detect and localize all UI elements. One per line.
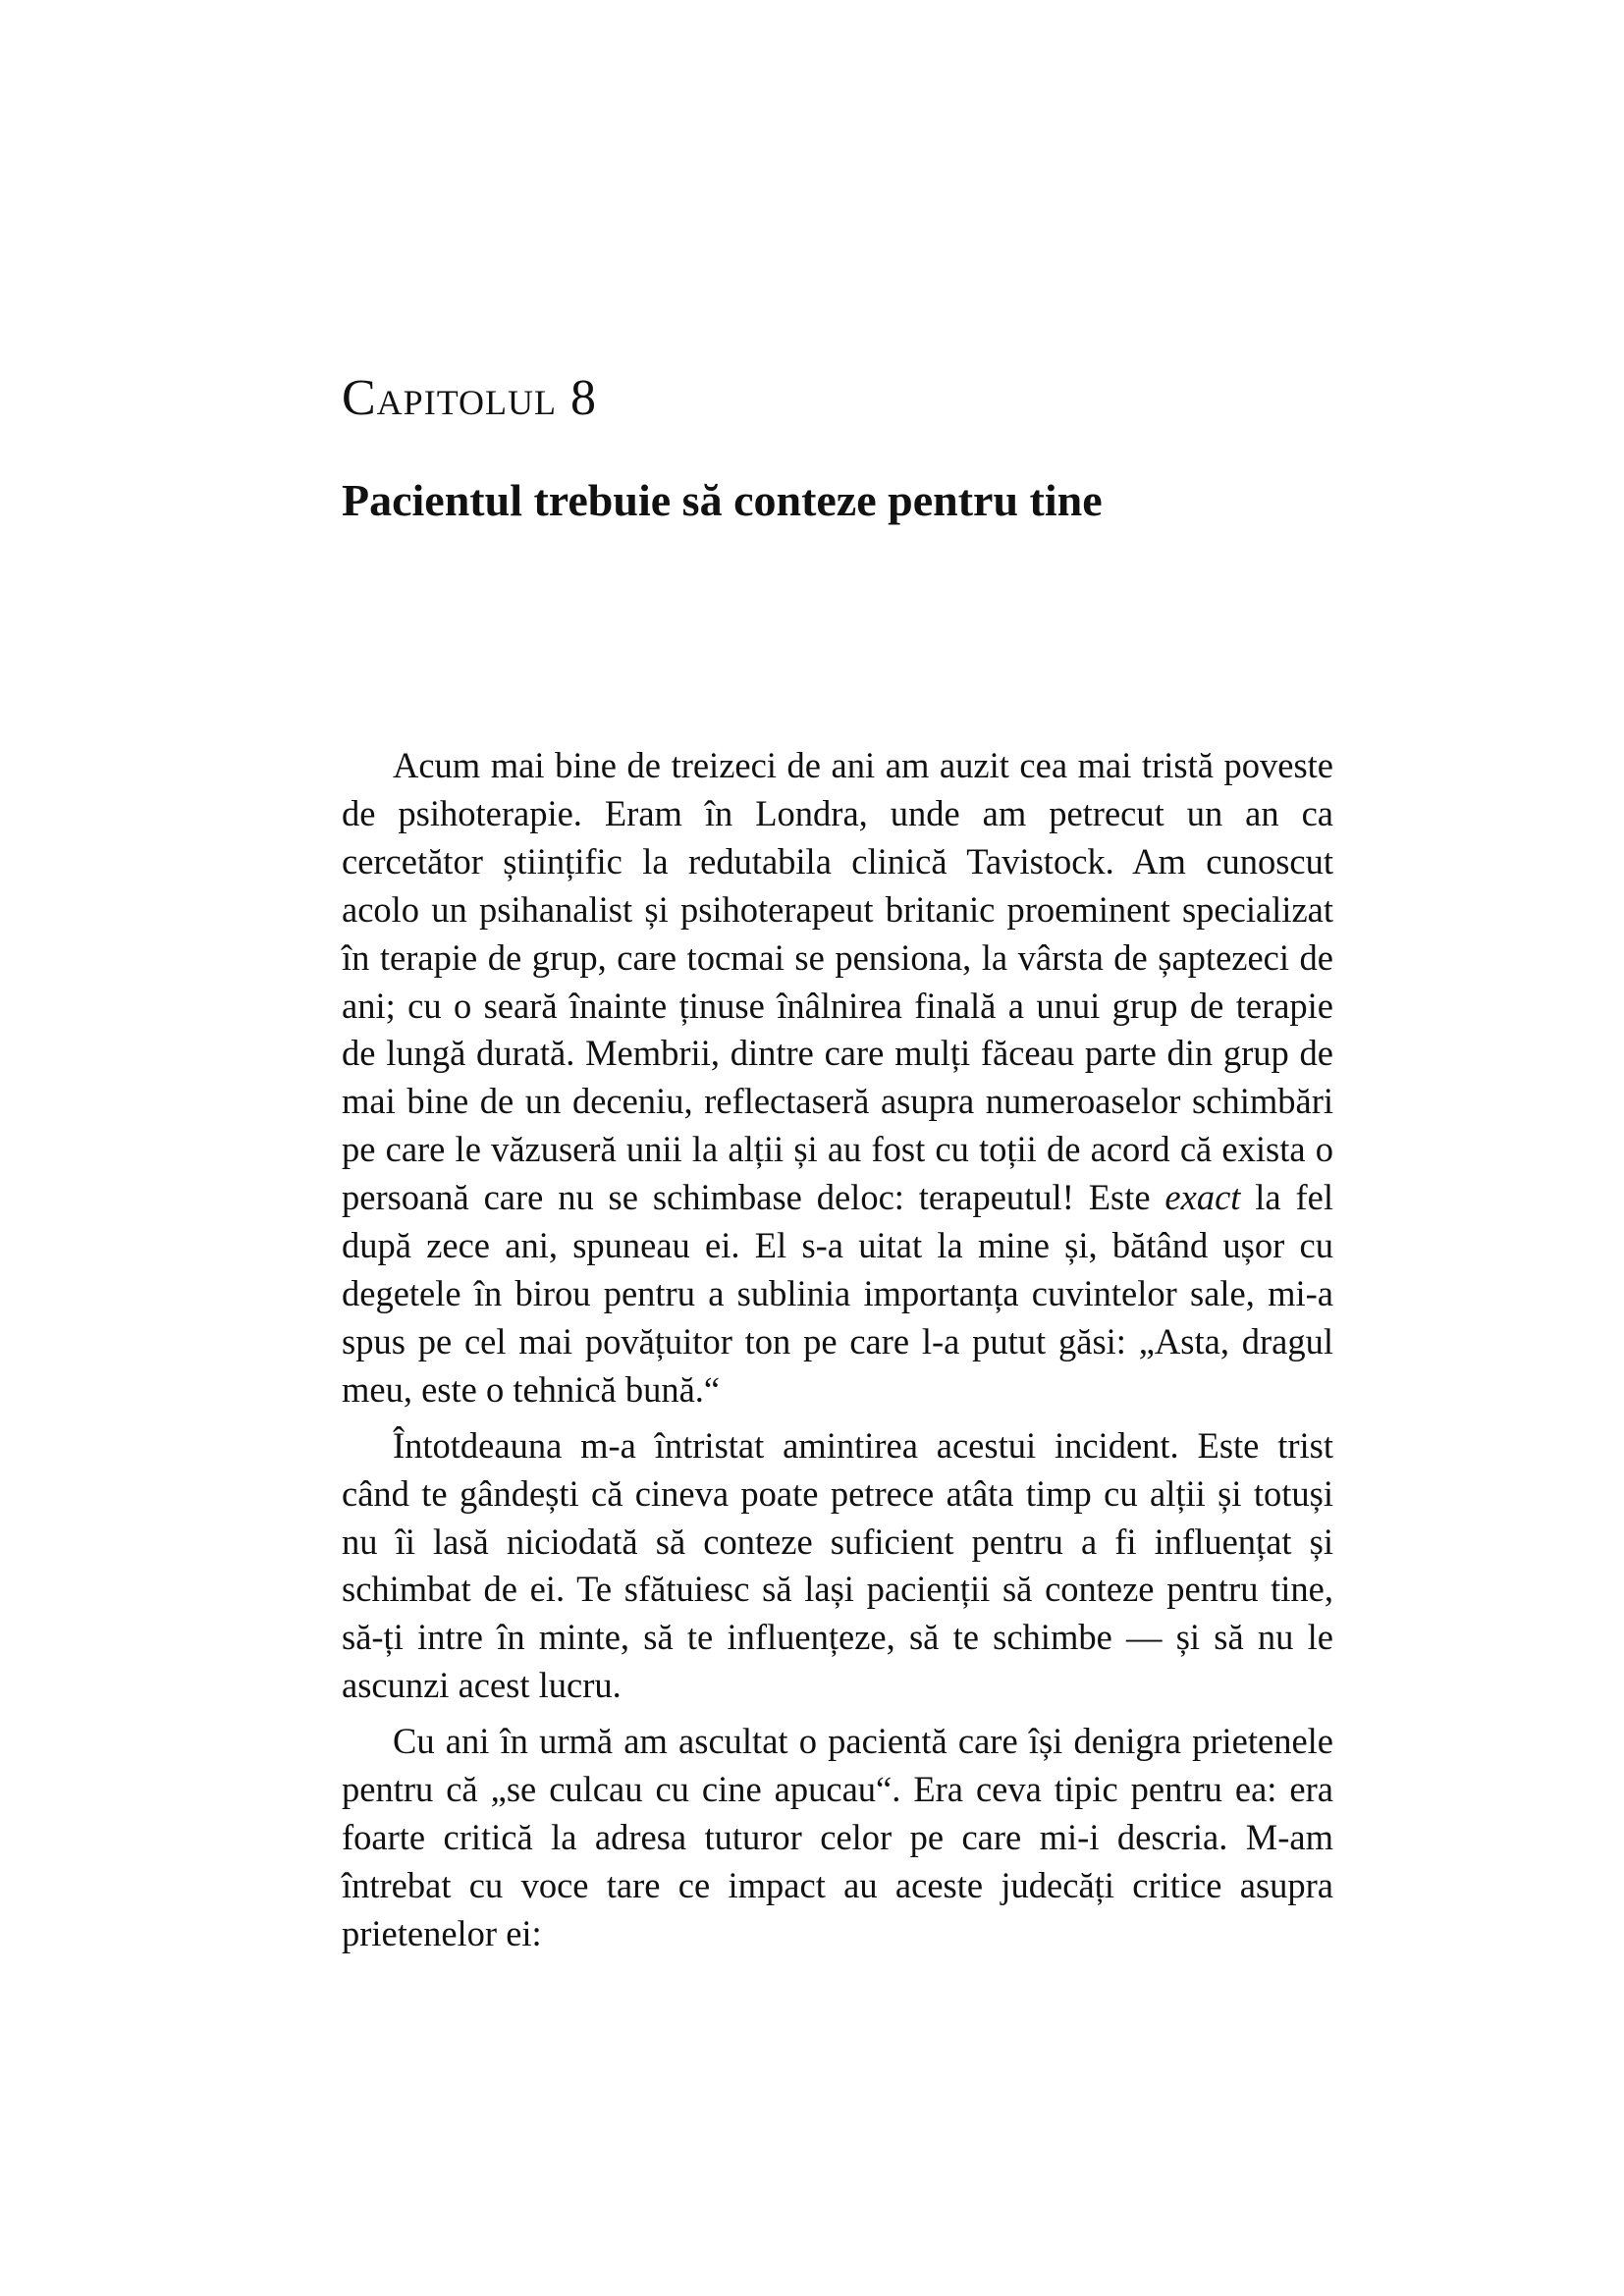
paragraph-3: Cu ani în urmă am ascultat o pacientă care își denigra prietenele pentru că „se culcau cu cine apucau“. Era ceva tipic pentru ea: era foarte critică la adresa tuturor celor pe care mi-i descria. M-am întrebat cu voce tare ce impact au aceste judecăți critice asupra prietenelor ei: [342, 1721, 1333, 1953]
paragraph-1-text-before: Acum mai bine de treizeci de ani am auzit cea mai tristă poveste de psihoterapie. Eram în Londra, unde am petrecut un an ca cercetător științific la redutabila clinică Tavistock. Am cunoscut acolo un psihanalist și psihoterapeut britanic proeminent specializat în terapie de grup, care tocmai se pensiona, la vârsta de șaptezeci de ani; cu o seară înainte ținuse înâlnirea finală a unui grup de terapie de lungă durată. Membrii, dintre care mulți făceau parte din grup de mai bine de un deceniu, reflectaseră asupra numeroaselor schimbări pe care le văzuseră unii la alții și au fost cu toții de acord că exista o persoană care nu se schimbase deloc: terapeutul! Este [342, 745, 1333, 1218]
chapter-body [342, 742, 1333, 1958]
paragraph-1-text-after: la fel după zece ani, spuneau ei. El s-a uitat la mine și, bătând ușor cu degetele în birou pentru a sublinia importanța cuvintelor sale, mi-a spus pe cel mai povățuitor ton pe care l-a putut găsi: „Asta, dragul meu, este o tehnică bună.“ [342, 1177, 1333, 1410]
paragraph-1 [342, 742, 1333, 1415]
chapter-title: Pacientul trebuie să conteze pentru tine [342, 475, 1103, 525]
paragraph-2: Întotdeauna m-a întristat amintirea acestui incident. Este trist când te gândești că cineva poate petrece atâta timp cu alții și totuși nu îi lasă niciodată să conteze suficient pentru a fi influențat și schimbat de ei. Te sfătuiesc să lași pacienții să conteze pentru tine, să-ți intre în minte, să te influențeze, să te schimbe — și să nu le ascunzi acest lucru. [342, 1424, 1333, 1706]
chapter-label: Capitolul 8 [342, 370, 598, 426]
paragraph-1-emphasis: exact [1164, 1177, 1241, 1218]
